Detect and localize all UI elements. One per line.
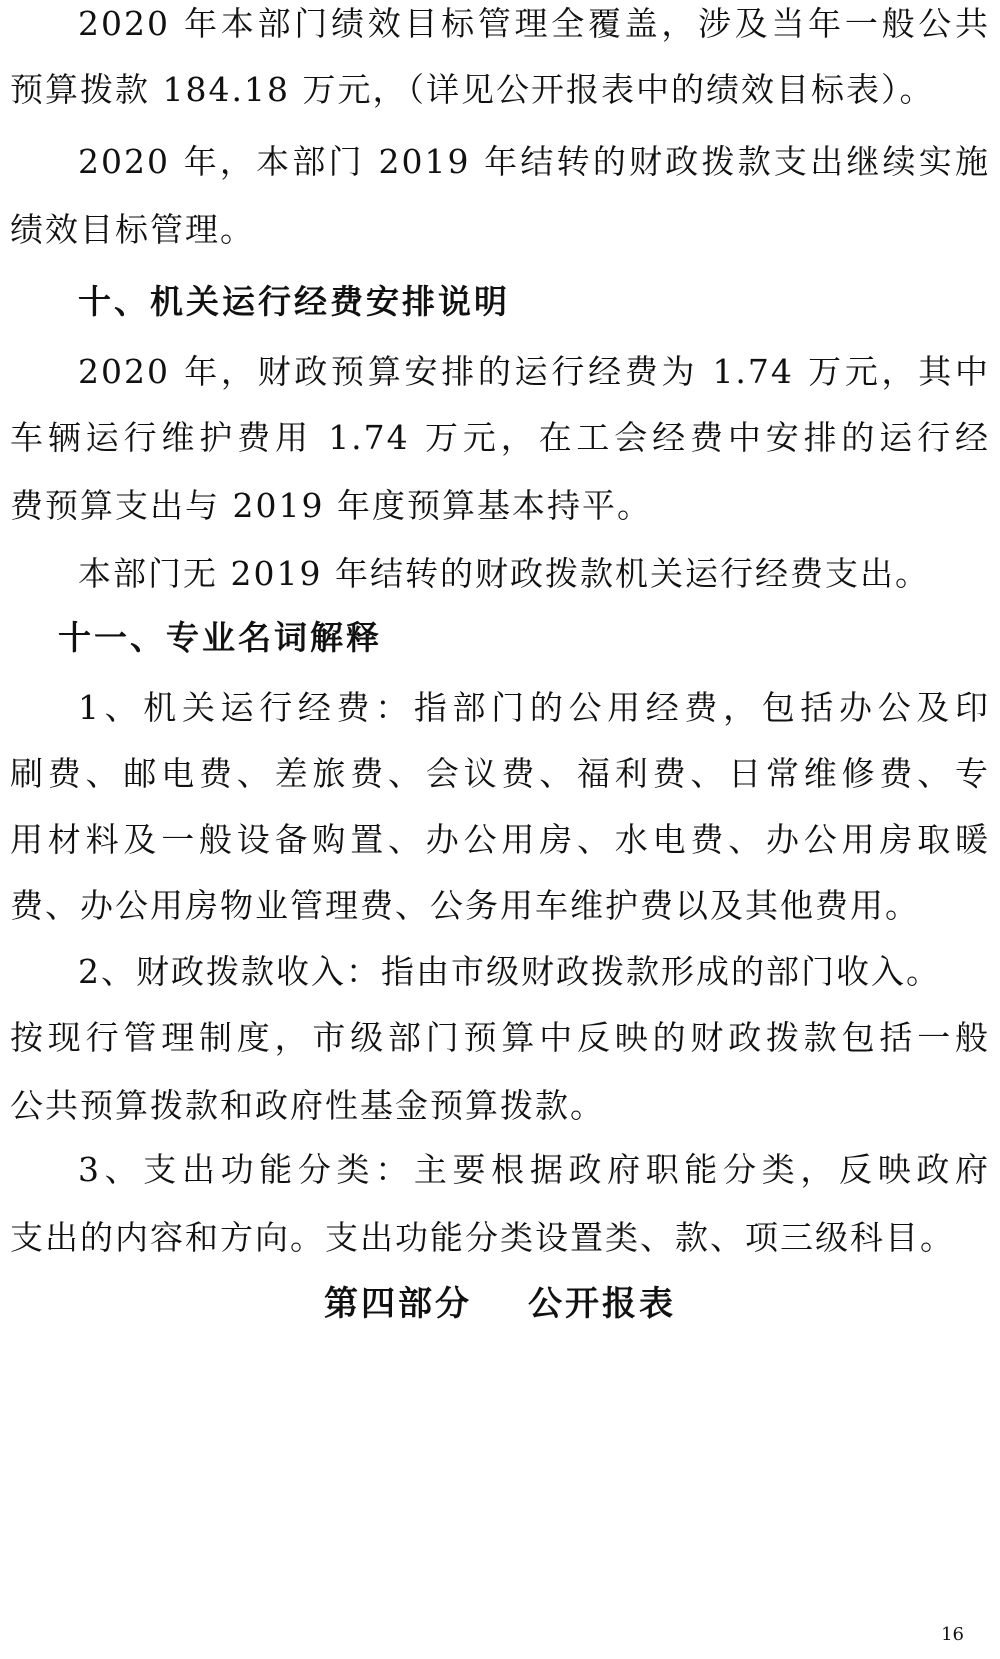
paragraph-performance-line-1: 2020 年本部门绩效目标管理全覆盖，涉及当年一般公共 [78, 4, 990, 43]
paragraph-operating-cost-line-2: 车辆运行维护费用 1.74 万元，在工会经费中安排的运行经 [10, 418, 990, 457]
definition-1-line-3: 用材料及一般设备购置、办公用房、水电费、办公用房取暖 [10, 820, 990, 859]
section-heading-10: 十、机关运行经费安排说明 [78, 282, 510, 321]
section-heading-11: 十一、专业名词解释 [58, 618, 382, 657]
paragraph-no-carryover: 本部门无 2019 年结转的财政拨款机关运行经费支出。 [78, 554, 930, 593]
part-four-title [0, 1282, 1000, 1326]
definition-2-line-1: 2、财政拨款收入：指由市级财政拨款形成的部门收入。 [78, 952, 941, 991]
paragraph-operating-cost-line-1: 2020 年，财政预算安排的运行经费为 1.74 万元，其中 [78, 352, 990, 391]
public-reports-label: 公开报表 [528, 1284, 676, 1324]
page-number: 16 [941, 1624, 964, 1645]
definition-3-line-1: 3、支出功能分类：主要根据政府职能分类，反映政府 [78, 1150, 990, 1189]
paragraph-carryover-line-1: 2020 年，本部门 2019 年结转的财政拨款支出继续实施 [78, 142, 990, 181]
part-four-label: 第四部分 [324, 1284, 472, 1324]
paragraph-carryover-line-2: 绩效目标管理。 [10, 210, 255, 249]
definition-1-line-2: 刷费、邮电费、差旅费、会议费、福利费、日常维修费、专 [10, 754, 990, 793]
paragraph-performance-line-2: 预算拨款 184.18 万元，（详见公开报表中的绩效目标表）。 [10, 70, 935, 109]
definition-1-line-1: 1、机关运行经费：指部门的公用经费，包括办公及印 [78, 688, 990, 727]
definition-3-line-2: 支出的内容和方向。支出功能分类设置类、款、项三级科目。 [10, 1218, 955, 1257]
definition-1-line-4: 费、办公用房物业管理费、公务用车维护费以及其他费用。 [10, 886, 920, 925]
definition-2-line-2: 按现行管理制度，市级部门预算中反映的财政拨款包括一般 [10, 1018, 990, 1057]
paragraph-operating-cost-line-3: 费预算支出与 2019 年度预算基本持平。 [10, 486, 652, 525]
definition-2-line-3: 公共预算拨款和政府性基金预算拨款。 [10, 1086, 605, 1125]
